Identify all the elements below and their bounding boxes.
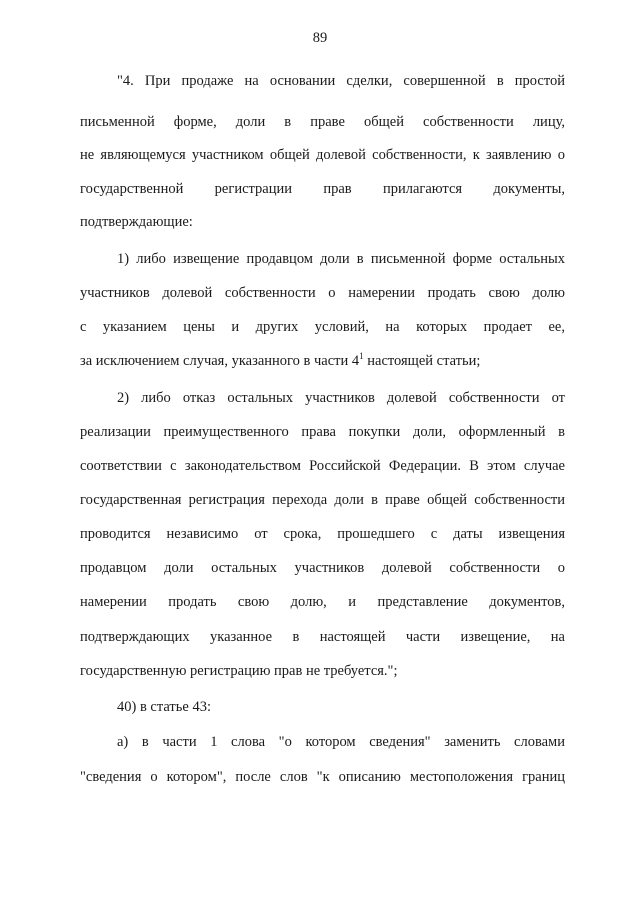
item-2-line-6: продавцом доли остальных участников долевой собственности о [80,560,565,576]
item-1-line-4-text: за исключением случая, указанного в части 4 [80,353,360,369]
item-1-line-4 [80,352,480,370]
item-2-line-9: государственную регистрацию прав не требуется."; [80,663,398,679]
item-a-line-2: "сведения о котором", после слов "к описанию местоположения границ [80,769,565,785]
item-2-line-2: реализации преимущественного права покупки доли, оформленный в [80,424,565,440]
item-2-line-4: государственная регистрация перехода доли в праве общей собственности [80,492,565,508]
item-1-line-2: участников долевой собственности о намерении продать свою долю [80,285,565,301]
item-2-line-3: соответствии с законодательством Российской Федерации. В этом случае [80,458,565,474]
paragraph-4-line-3: не являющемуся участником общей долевой собственности, к заявлению о [80,147,565,163]
item-2-line-1: 2) либо отказ остальных участников долевой собственности от [117,390,565,406]
paragraph-4-line-4: государственной регистрации прав прилагаются документы, [80,181,565,197]
page-number: 89 [312,30,328,46]
item-a-line-1: а) в части 1 слова "о котором сведения" заменить словами [117,734,565,750]
item-2-line-8: подтверждающих указанное в настоящей части извещение, на [80,629,565,645]
paragraph-4-line-1: "4. При продаже на основании сделки, совершенной в простой [117,73,565,89]
item-40-line-1: 40) в статье 43: [117,699,211,715]
paragraph-4-line-5: подтверждающие: [80,214,193,230]
paragraph-4-line-2: письменной форме, доли в праве общей собственности лицу, [80,114,565,130]
superscript-1: 1 [359,351,364,362]
item-2-line-5: проводится независимо от срока, прошедшего с даты извещения [80,526,565,542]
item-2-line-7: намерении продать свою долю, и представление документов, [80,594,565,610]
item-1-line-3: с указанием цены и других условий, на которых продает ее, [80,319,565,335]
item-1-line-4-tail: настоящей статьи; [363,353,481,369]
item-1-line-1: 1) либо извещение продавцом доли в письменной форме остальных [117,251,565,267]
